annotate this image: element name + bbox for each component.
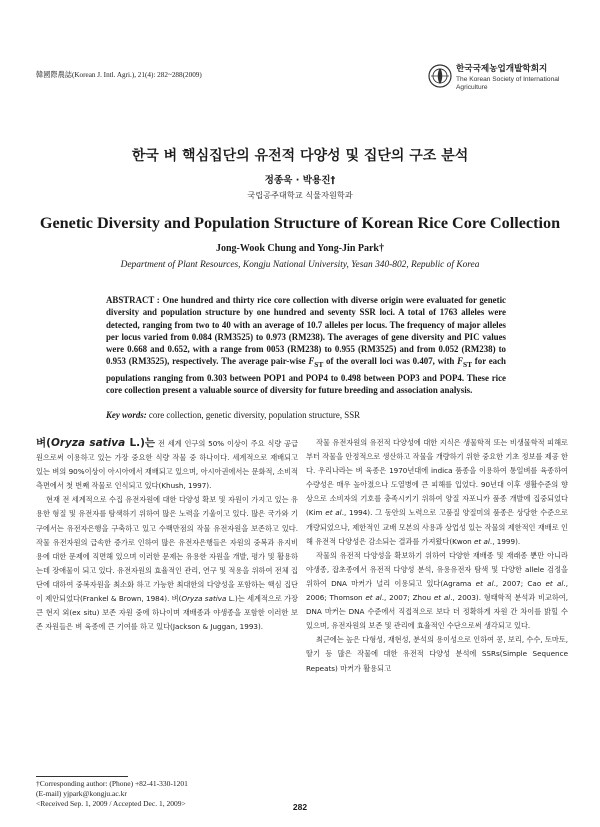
affiliation-korean: 국립공주대학교 식물자원학과: [247, 190, 353, 200]
society-name-korean: 한국국제농업개발학회지: [456, 64, 548, 74]
footnote-divider: [36, 776, 128, 777]
fst-symbol: F: [457, 356, 464, 367]
paragraph: 현재 전 세계적으로 수집 유전자원에 대한 다양성 확보 및 자원이 가지고 있는 유용한 형질 및 유전자를 탐색하기 위하여 많은 노력을 기울이고 있다. 많은 국가와 기구에서는 유전자은행을 구축하고 있고 수백만점의 작물 유전자원을 보존하고 있다. 작물 유전자원의 급속한 증가로 인하여 많은 유전자은행들은 자원의 중복과 유지비용에 대한 문제에 직면해 있으며 이러한 문제는 유용한 자원을 개발, 평가 및 활용하는데 장애물이 되고 있다. 유전자원의 효율적인 관리, 연구 및 적용을 위하여 전체 집단에 대하여 중복자원을 최소화 하고 가능한 최대한의 다양성을 포함하는 핵심 집단이 제안되었다(Frankel & Brown, 1984). 벼(Oryza sativa L.)는 세계적으로 가장 큰 현지 외(ex situ) 보존 자원 중에 하나이며 재배종과 야생종을 포함한 이러한 보존 자원들은 벼 육종에 큰 기여를 하고 있다(Jackson & Juggan, 1993).: [36, 495, 298, 632]
keywords-text: core collection, genetic diversity, population structure, SSR: [146, 410, 361, 420]
body-left-column: [36, 436, 298, 634]
body-right-column: [306, 436, 568, 676]
corresponding-author: †Corresponding author: (Phone) +82-41-330-1201: [36, 779, 188, 788]
paragraph: 벼(Oryza sativa L.)는 전 세계 인구의 50% 이상이 주요 식량 공급원으로써 이용하고 있는 가장 중요한 식량 작물 중 하나이다. 세계적으로 재배되고 있는 벼의 90%이상이 아시아에서 재배되고 있으며, 아시아권에서는 문화적, 소비적 측면에서 첫 번째 작물로 인식되고 있다(Khush, 1997).: [36, 437, 299, 491]
paragraph: 작물의 유전적 다양성을 확보하기 위하여 다양한 재배종 및 재래종 뿐만 아니라 야생종, 잡초종에서 유전적 다양성 분석, 유용유전자 탐색 및 다양한 allele 검정을 위하여 DNA 마커가 널리 이용되고 있다(Agrama et al., 2007; Cao et al., 2006; Thomson et al., 2007; Zhou et al., 2003). 형태학적 분석과 비교하여, DNA 마커는 DNA 수준에서 직접적으로 보다 더 정확하게 자원 간 차이를 밝힐 수 있으며, 유전자원의 보존 및 관리에 효율적인 수단으로써 생각되고 있다.: [306, 550, 569, 631]
keywords-label: Key words:: [106, 410, 147, 420]
society-logo: [428, 62, 578, 100]
page-number: 282: [292, 802, 308, 812]
abstract-text: for each populations ranging from 0.303 between POP1 and POP4 to 0.498 between POP3 and POP4. These rice core collection present a valuable source of diversity for future breeding and association analysis.: [106, 356, 506, 395]
society-name-english: The Korean Society of International Agriculture: [456, 76, 560, 91]
society-emblem-icon: [428, 64, 452, 88]
received-date: <Received Sep. 1, 2009 / Accepted Dec. 1, 2009>: [36, 799, 186, 809]
keywords: [106, 410, 506, 420]
abstract-text: One hundred and thirty rice core collection with diverse origin were evaluated for genetic diversity and population structure by one hundred and seventy SSR loci. A total of 1763 alleles were detected, ranging from two to 40 with an average of 10.7 alleles per locus. The frequency of major alleles per locus varied from 0.084 (RM3525) to 0.973 (RM238). The averages of gene diversity and PIC values were 0.668 and 0.652, with a range from 0053 (RM238) to 0.955 (RM3525) and from 0.052 (RM238) to 0.953 (RM3525), respectively. The average pair-wise: [106, 295, 506, 367]
fst-symbol: F: [308, 356, 315, 367]
fst-subscript: ST: [314, 360, 324, 370]
fst-subscript: ST: [463, 360, 473, 370]
abstract-label: ABSTRACT :: [106, 295, 160, 305]
authors-english: Jong-Wook Chung and Yong-Jin Park†: [215, 243, 384, 254]
affiliation-english: Department of Plant Resources, Kongju National University, Yesan 340-802, Republic of Korea: [120, 260, 480, 270]
title-korean: 한국 벼 핵심집단의 유전적 다양성 및 집단의 구조 분석: [131, 148, 469, 164]
journal-reference: 韓國際農誌(Korean J. Intl. Agri.), 21(4): 282~288(2009): [36, 71, 202, 79]
authors-korean: 정종욱 · 박용진†: [264, 175, 336, 186]
lead-word: 벼(Oryza sativa L.)는: [36, 437, 156, 449]
paragraph: 작물 유전자원의 유전적 다양성에 대한 지식은 생물학적 또는 비생물학적 피해로부터 작물을 안정적으로 생산하고 작물을 개량하기 위한 중요한 기초 정보를 제공 한다. 우리나라는 벼 육종은 1970년대에 indica 품종을 이용하여 통일벼를 육종하여 수량성은 매우 높아졌으나 도열병에 큰 피해를 입었다. 90년대 이후 생활수준의 향상으로 소비자의 기호를 충족시키기 위하여 양질 자포니카 품종 개발에 집중되었다(Kim et al., 1994). 그 동안의 노력으로 고품질 양질미의 품종은 상당한 수준으로 개량되었으나, 제한적인 교배 모본의 사용과 상업성 있는 작물의 제한적인 재배로 인해 유전적 다양성은 감소되는 결과를 가져왔다(Kwon et al., 1999).: [306, 438, 568, 546]
email: (E-mail) yjpark@kongju.ac.kr: [36, 789, 127, 799]
title-english: Genetic Diversity and Population Structure of Korean Rice Core Collection: [39, 214, 561, 232]
abstract: [106, 294, 506, 396]
paragraph: 최근에는 높은 다형성, 재현성, 분석의 용이성으로 인하여 콩, 보리, 수수, 토마토, 딸기 등 많은 작물에 대한 유전적 다양성 분석에 SSRs(Simple Sequence Repeats) 마커가 활용되고: [306, 635, 568, 673]
abstract-text: of the overall loci was 0.407, with: [323, 356, 458, 367]
